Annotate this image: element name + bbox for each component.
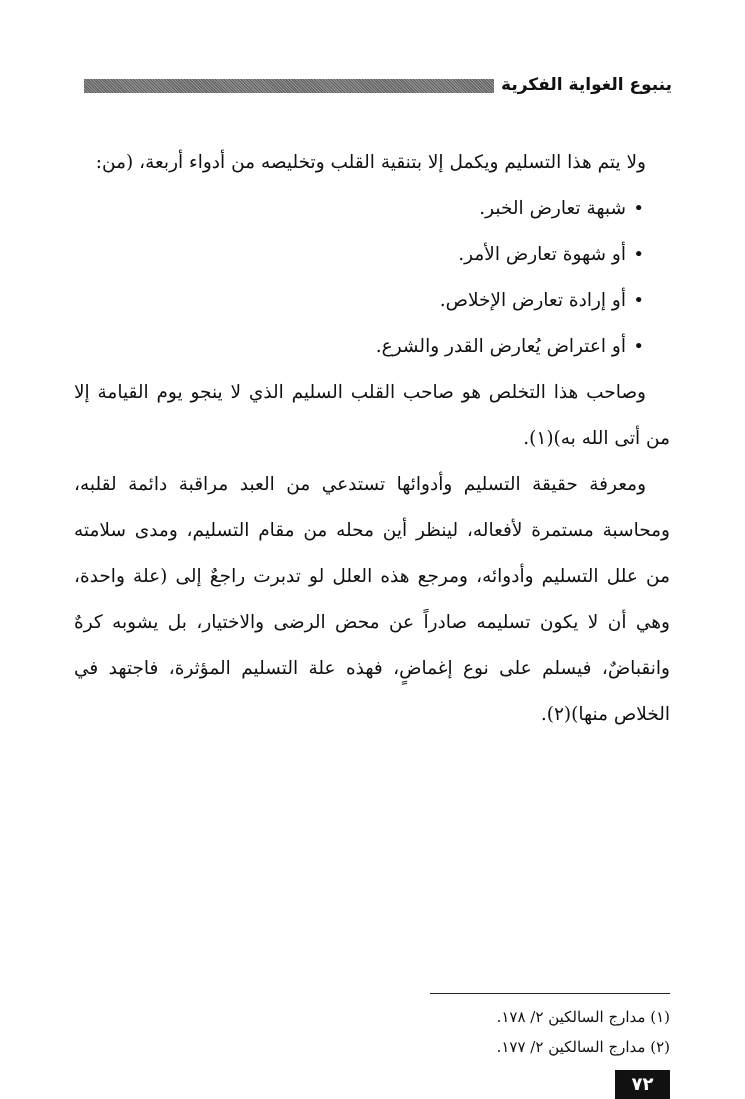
paragraph-3: ومعرفة حقيقة التسليم وأدوائها تستدعي من العبد مراقبة دائمة لقلبه، ومحاسبة مستمرة لأفعاله، لينظر أين محله من مقام التسليم، ومدى سلامته من علل التسليم وأدوائه، ومرجع هذه العلل لو تدبرت راجعٌ إلى (علة واحدة، وهي أن لا يكون تسليمه صادراً عن محض الرضى والاختيار، بل يشوبه كرهٌ وانقباضٌ، فيسلم على نوع إغماضٍ، فهذه علة التسليم المؤثرة، فاجتهد في الخلاص منها)(٢). — [74, 474, 670, 725]
bullet-list — [74, 186, 670, 370]
header-decorative-bar — [84, 79, 494, 93]
main-text — [74, 140, 670, 738]
running-header — [84, 70, 672, 100]
paragraph-2: وصاحب هذا التخلص هو صاحب القلب السليم الذي لا ينجو يوم القيامة إلا من أتى الله به)(١). — [74, 382, 670, 449]
page-number: ٧٢ — [615, 1070, 670, 1099]
footnotes — [430, 1002, 670, 1062]
footnote-separator — [430, 993, 670, 994]
bullet-item: • أو اعتراض يُعارض القدر والشرع. — [74, 324, 644, 370]
bullet-item: • أو إرادة تعارض الإخلاص. — [74, 278, 644, 324]
footnote-1: (١) مدارج السالكين ٢/ ١٧٨. — [496, 1008, 670, 1026]
header-title: ينبوع الغواية الفكرية — [501, 75, 672, 95]
intro-paragraph: ولا يتم هذا التسليم ويكمل إلا بتنقية القلب وتخليصه من أدواء أربعة، (من: — [95, 152, 646, 173]
bullet-item: • شبهة تعارض الخبر. — [74, 186, 644, 232]
bullet-item: • أو شهوة تعارض الأمر. — [74, 232, 644, 278]
footnote-2: (٢) مدارج السالكين ٢/ ١٧٧. — [496, 1038, 670, 1056]
